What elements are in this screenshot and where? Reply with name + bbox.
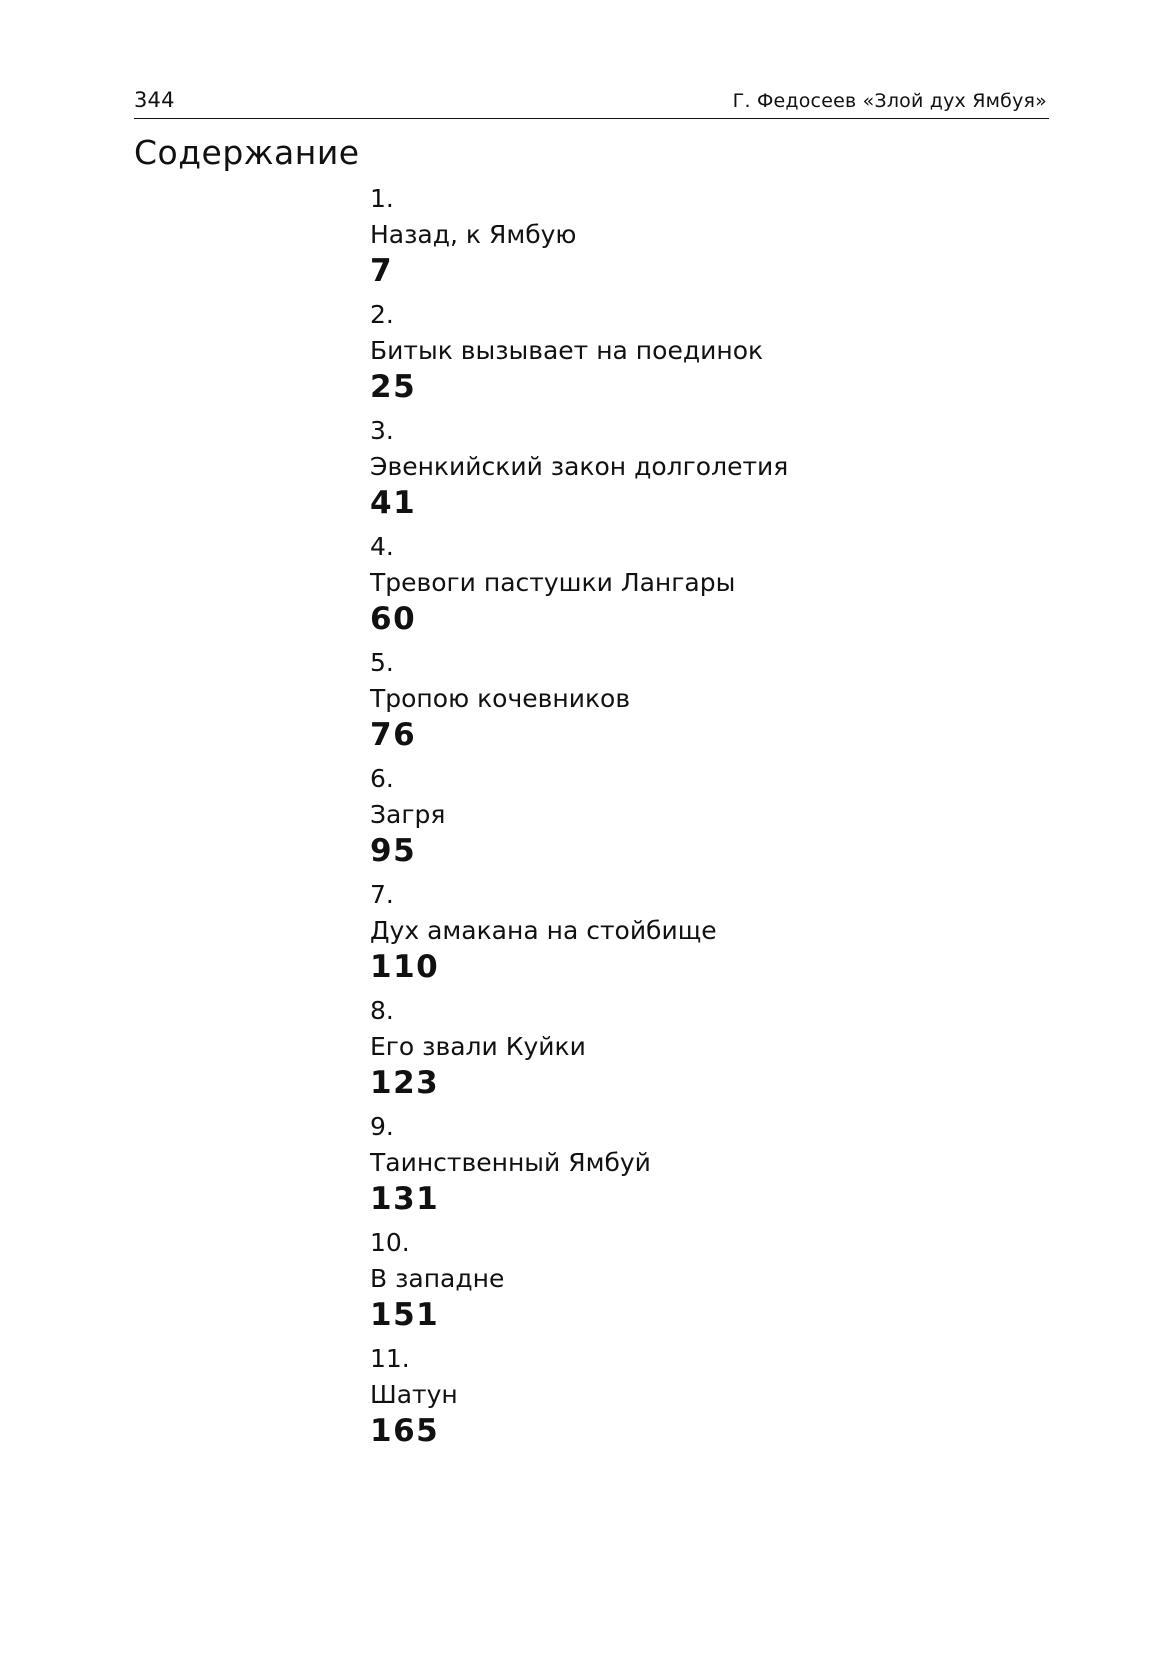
toc-entry-page: 131 — [370, 1181, 440, 1217]
toc-entry-number: 3. — [370, 416, 394, 445]
toc-entry-page: 41 — [370, 485, 417, 521]
toc-entry-number: 7. — [370, 880, 394, 909]
toc-entry-title[interactable]: Загря — [370, 800, 446, 829]
toc-entry-page: 110 — [370, 949, 440, 985]
toc-entry-title[interactable]: Таинственный Ямбуй — [370, 1148, 651, 1177]
toc-entry-number: 11. — [370, 1344, 410, 1373]
toc-entry-page: 123 — [370, 1065, 440, 1101]
running-header — [134, 86, 1049, 119]
toc-entry-number: 1. — [370, 184, 394, 213]
toc-entry-title[interactable]: Шатун — [370, 1380, 458, 1409]
running-title: Г. Федосеев «Злой дух Ямбуя» — [732, 90, 1047, 112]
toc-entry-title[interactable]: Тропою кочевников — [370, 684, 631, 713]
toc-entry-page: 151 — [370, 1297, 440, 1333]
toc-entry-number: 8. — [370, 996, 394, 1025]
toc-entry-title[interactable]: Его звали Куйки — [370, 1032, 586, 1061]
toc-entry-page: 60 — [370, 601, 417, 637]
toc-entry-page: 165 — [370, 1413, 440, 1449]
toc-entry-number: 4. — [370, 532, 394, 561]
toc-entry-number: 9. — [370, 1112, 394, 1141]
toc-entry-number: 10. — [370, 1228, 410, 1257]
toc-entry-number: 2. — [370, 300, 394, 329]
toc-entry-number: 6. — [370, 764, 394, 793]
toc-entry-page: 76 — [370, 717, 417, 753]
toc-entry-page: 25 — [370, 369, 417, 405]
toc-entry-title[interactable]: Дух амакана на стойбище — [370, 916, 717, 945]
toc-entry-title[interactable]: Назад, к Ямбую — [370, 220, 577, 249]
toc-heading: Содержание — [134, 133, 360, 172]
toc-entry-page: 95 — [370, 833, 417, 869]
toc-entry-title[interactable]: Тревоги пастушки Лангары — [370, 568, 736, 597]
toc-entry-title[interactable]: В западне — [370, 1264, 505, 1293]
toc-entry-title[interactable]: Битык вызывает на поединок — [370, 336, 764, 365]
toc-entry-title[interactable]: Эвенкийский закон долголетия — [370, 452, 789, 481]
page-number: 344 — [134, 88, 175, 112]
toc-entry-number: 5. — [370, 648, 394, 677]
toc-entry-page: 7 — [370, 253, 394, 289]
